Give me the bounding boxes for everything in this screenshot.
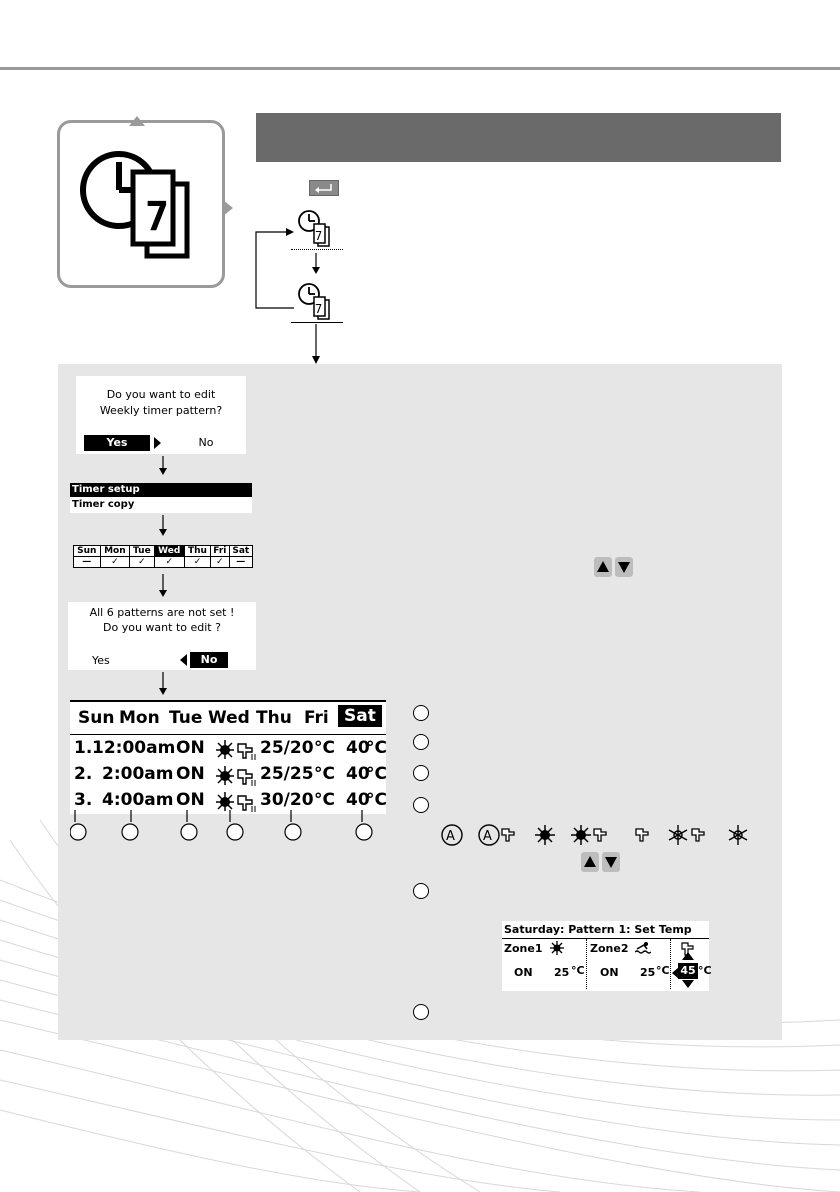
zone1-temp[interactable]: 25 [554,966,570,979]
row-tank-temp[interactable]: 40 [346,764,370,784]
day-check: ✓ [154,557,184,568]
up-down-buttons-icon [594,557,634,577]
row-tank-temp[interactable]: 40 [346,790,370,810]
sun-icon [550,941,564,955]
day-label-tue[interactable]: Tue [169,708,203,728]
degree-unit: °C [314,790,335,810]
day-label-mon[interactable]: Mon [119,708,160,728]
temp-unit: °C [571,964,585,977]
row-time[interactable]: 4:00am [102,790,174,810]
step-marker [413,705,429,721]
callout-markers [70,810,386,844]
day-check: — [229,557,252,568]
no-button[interactable]: No [198,436,214,449]
svg-text:7: 7 [315,302,323,316]
row-number: 3. [74,790,93,810]
temp-unit: °C [698,964,712,977]
pool-icon [635,941,651,955]
down-arrow [310,253,322,275]
step-marker [413,883,429,899]
degree-unit: °C [366,790,387,810]
cursor-arrow-icon [154,437,162,449]
day-check: ✓ [211,557,229,568]
row-state[interactable]: ON [176,790,205,810]
timer-icon-small [296,208,336,248]
day-check: ✓ [130,557,154,568]
up-down-buttons-icon [581,852,621,872]
solid-rule [291,322,343,323]
step-marker [413,797,429,813]
zone2-temp[interactable]: 25 [640,966,656,979]
patterns-not-set-dialog [68,602,256,670]
enter-key-icon [309,180,339,196]
row-time[interactable]: 2:00am [102,764,174,784]
section-header-bar [256,113,781,162]
day-tab[interactable]: Thu [184,546,210,557]
day-tab[interactable]: Fri [211,546,229,557]
weekly-timer-icon [57,112,237,302]
row-number: 1. [74,738,93,758]
tank-temp-value[interactable]: 45 [678,963,698,979]
day-check: ✓ [100,557,130,568]
day-label-fri[interactable]: Fri [304,708,329,728]
yes-button[interactable]: Yes [84,435,150,451]
zone2-state[interactable]: ON [600,966,619,979]
timer-menu [70,483,252,513]
day-label-wed[interactable]: Wed [208,708,250,728]
menu-item-timer-setup[interactable]: Timer setup [70,483,252,497]
down-arrow [157,672,169,698]
zone-divider [586,939,587,989]
sun-tap-icon [216,792,258,812]
day-label-sun[interactable]: Sun [78,708,115,728]
day-check: ✓ [184,557,210,568]
cursor-arrow-icon [180,654,188,666]
svg-text:7: 7 [315,229,323,243]
row-temp[interactable]: 25/25 [260,764,314,784]
row-state[interactable]: ON [176,764,205,784]
dialog-line-2: Weekly timer pattern? [99,404,223,417]
timer-icon-small [296,281,336,321]
row-number: 2. [74,764,93,784]
divider [70,734,386,735]
svg-text:7: 7 [145,194,170,240]
down-arrow [157,515,169,539]
day-tab[interactable]: Mon [100,546,130,557]
mode-icons-row [440,822,760,848]
row-time[interactable]: 12:00am [92,738,176,758]
edit-pattern-dialog [76,376,246,454]
row-temp[interactable]: 30/20 [260,790,314,810]
sun-tap-icon [216,766,258,786]
day-tab[interactable]: Sat [229,546,252,557]
zone-divider [670,939,671,989]
svg-text:A: A [483,829,492,844]
no-button[interactable]: No [190,652,228,668]
svg-text:A: A [446,829,455,844]
degree-unit: °C [314,764,335,784]
dialog-line-1: Do you want to edit [106,388,216,401]
degree-unit: °C [314,738,335,758]
day-selection-table [73,545,253,568]
zone1-state[interactable]: ON [514,966,533,979]
degree-unit: °C [366,738,387,758]
row-temp[interactable]: 25/20 [260,738,314,758]
down-arrow [157,574,169,600]
day-label-sat-selected[interactable]: Sat [338,705,382,727]
menu-item-timer-copy[interactable]: Timer copy [72,499,135,510]
down-arrow [157,456,169,478]
sun-tap-icon [216,740,258,760]
step-marker [413,734,429,750]
day-tab[interactable]: Tue [130,546,154,557]
loop-arrow [250,224,300,314]
divider [502,938,709,939]
zone1-label: Zone1 [504,942,543,955]
dialog-line-2: Do you want to edit ? [103,621,221,634]
step-marker [413,1004,429,1020]
day-label-thu[interactable]: Thu [256,708,292,728]
row-state[interactable]: ON [176,738,205,758]
dialog-line-1: All 6 patterns are not set ! [89,606,235,619]
day-tab[interactable]: Wed [154,546,184,557]
temp-unit: °C [656,964,670,977]
yes-button[interactable]: Yes [92,654,110,667]
zone2-label: Zone2 [590,942,629,955]
degree-unit: °C [366,764,387,784]
set-temp-title: Saturday: Pattern 1: Set Temp [504,923,692,936]
down-arrow-icon [682,980,694,990]
top-rule [0,67,840,70]
weekly-schedule-display [70,700,386,814]
day-check: — [74,557,101,568]
row-tank-temp[interactable]: 40 [346,738,370,758]
up-arrow-icon [682,952,694,962]
down-arrow [310,324,322,366]
set-temp-screen [502,921,712,991]
day-tab[interactable]: Sun [74,546,101,557]
step-marker [413,765,429,781]
